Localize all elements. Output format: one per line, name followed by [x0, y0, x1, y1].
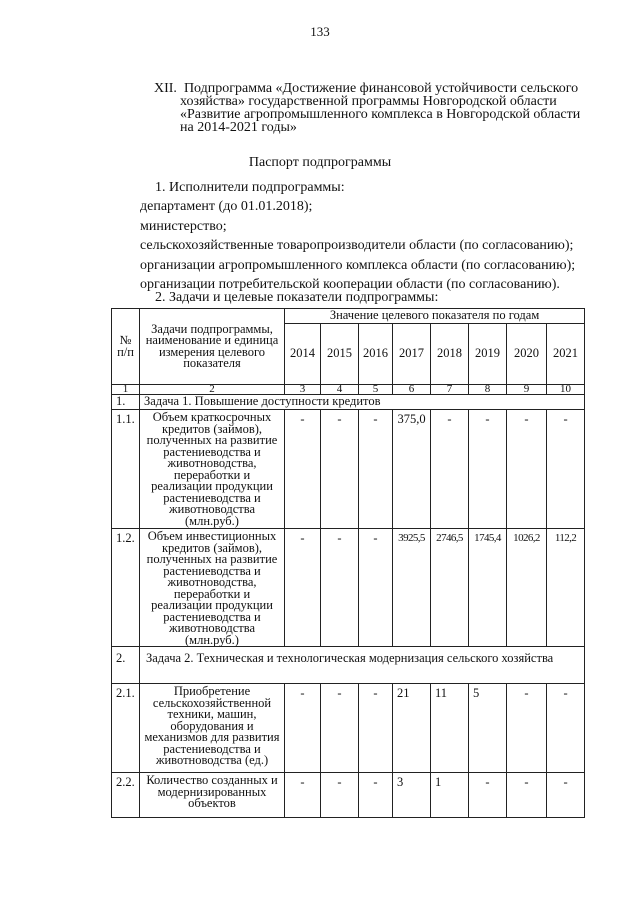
value-2014: -: [285, 410, 321, 529]
row-num: 2.2.: [112, 773, 140, 818]
row-description: Приобретение сельскохозяйственной техники, машин, оборудования и механизмов для развития растениеводства и животноводства (ед.): [140, 684, 285, 773]
value-2019: -: [469, 410, 507, 529]
value-2020: -: [507, 410, 547, 529]
value-2016: -: [359, 529, 393, 647]
value-2015: -: [321, 684, 359, 773]
year-2019: 2019: [469, 324, 507, 385]
executor-item-1: департамент (до 01.01.2018);: [140, 199, 313, 214]
header-task: Задачи подпрограммы, наименование и единица измерения целевого показателя: [140, 309, 285, 385]
index-cell: 5: [359, 385, 393, 395]
section-1-title: 1. Исполнители подпрограммы:: [155, 180, 345, 195]
year-2021: 2021: [547, 324, 585, 385]
value-2016: -: [359, 773, 393, 818]
row-num: 1.1.: [112, 410, 140, 529]
index-cell: 10: [547, 385, 585, 395]
value-2020: 1026,2: [507, 529, 547, 647]
heading-number: XII.: [154, 81, 177, 96]
task-2-row: [112, 647, 585, 684]
value-2015: -: [321, 773, 359, 818]
index-cell: 8: [469, 385, 507, 395]
value-2017: 3925,5: [393, 529, 431, 647]
executor-item-4: организации агропромышленного комплекса области (по согласованию);: [140, 258, 576, 273]
index-row: [112, 385, 585, 395]
heading-line-1: XII. Подпрограмма «Достижение финансовой устойчивости сельского: [154, 81, 579, 96]
indicators-table: [111, 308, 585, 818]
value-2016: -: [359, 684, 393, 773]
task-1-num: 1.: [112, 395, 140, 410]
value-2021: -: [547, 684, 585, 773]
task-2-num: 2.: [112, 647, 140, 684]
passport-title: Паспорт подпрограммы: [248, 155, 392, 170]
index-cell: 6: [393, 385, 431, 395]
row-description: Объем инвестиционных кредитов (займов), полученных на развитие растениеводства и животноводства, переработки и реализации продукции растениеводства и животноводства (млн.руб.): [140, 529, 285, 647]
value-2014: -: [285, 529, 321, 647]
value-2021: -: [547, 410, 585, 529]
year-2016: 2016: [359, 324, 393, 385]
value-2014: -: [285, 684, 321, 773]
value-2015: -: [321, 529, 359, 647]
subprogram-heading: [154, 82, 594, 134]
value-2019: -: [469, 773, 507, 818]
value-2020: -: [507, 684, 547, 773]
task-1-title: Задача 1. Повышение доступности кредитов: [140, 395, 585, 410]
value-2021: 112,2: [547, 529, 585, 647]
index-cell: 9: [507, 385, 547, 395]
value-2019: 5: [469, 684, 507, 773]
year-2014: 2014: [285, 324, 321, 385]
task-1-row: [112, 395, 585, 410]
indicator-row-1-1: [112, 410, 585, 529]
heading-line-4: на 2014-2021 годы»: [180, 120, 297, 135]
index-cell: 4: [321, 385, 359, 395]
row-num: 1.2.: [112, 529, 140, 647]
index-cell: 7: [431, 385, 469, 395]
index-cell: 1: [112, 385, 140, 395]
value-2015: -: [321, 410, 359, 529]
executor-item-3: сельскохозяйственные товаропроизводители области (по согласованию);: [140, 238, 574, 253]
row-num: 2.1.: [112, 684, 140, 773]
indicator-row-2-1: [112, 684, 585, 773]
year-2020: 2020: [507, 324, 547, 385]
value-2017: 3: [393, 773, 431, 818]
section-2-title: 2. Задачи и целевые показатели подпрограммы:: [155, 290, 439, 305]
value-2018: 1: [431, 773, 469, 818]
value-2016: -: [359, 410, 393, 529]
value-2019: 1745,4: [469, 529, 507, 647]
year-2018: 2018: [431, 324, 469, 385]
indicator-row-1-2: [112, 529, 585, 647]
value-2017: 21: [393, 684, 431, 773]
page-number: 133: [310, 24, 330, 39]
value-2018: 11: [431, 684, 469, 773]
header-values-group: Значение целевого показателя по годам: [285, 309, 585, 324]
header-row-1: [112, 309, 585, 324]
row-description: Количество созданных и модернизированных объектов: [140, 773, 285, 818]
header-num: № п/п: [112, 309, 140, 385]
executor-item-2: министерство;: [140, 219, 227, 234]
value-2014: -: [285, 773, 321, 818]
heading-line-2: хозяйства» государственной программы Новгородской области: [180, 94, 557, 109]
row-description: Объем краткосрочных кредитов (займов), полученных на развитие растениеводства и животноводства, переработки и реализации продукции растениеводства и животноводства (млн.руб.): [140, 410, 285, 529]
value-2020: -: [507, 773, 547, 818]
indicator-row-2-2: [112, 773, 585, 818]
index-cell: 2: [140, 385, 285, 395]
task-2-title: Задача 2. Техническая и технологическая модернизация сельского хозяйства: [140, 647, 585, 684]
index-cell: 3: [285, 385, 321, 395]
year-2017: 2017: [393, 324, 431, 385]
value-2018: -: [431, 410, 469, 529]
value-2017: 375,0: [393, 410, 431, 529]
value-2018: 2746,5: [431, 529, 469, 647]
executor-item-5: организации потребительской кооперации области (по согласованию).: [140, 277, 560, 292]
year-2015: 2015: [321, 324, 359, 385]
heading-line-3: «Развитие агропромышленного комплекса в Новгородской области: [180, 107, 581, 122]
value-2021: -: [547, 773, 585, 818]
